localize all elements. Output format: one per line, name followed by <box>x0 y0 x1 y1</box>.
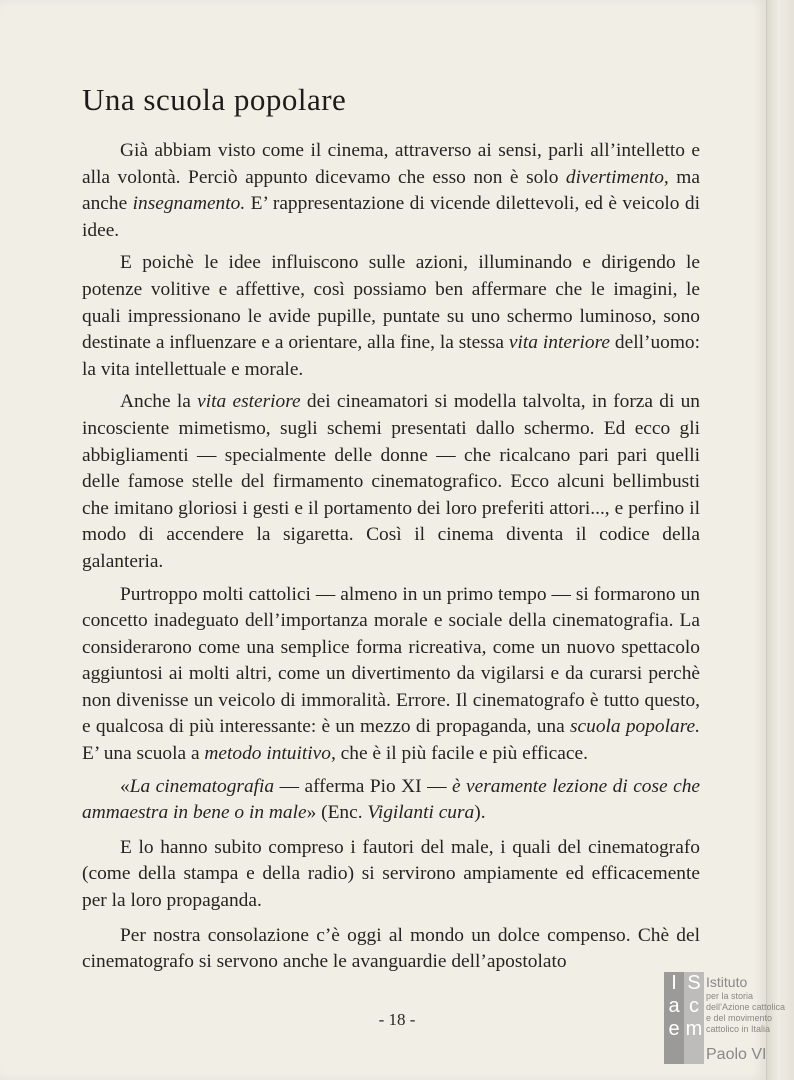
watermark-letter: I <box>664 972 684 995</box>
chapter-title: Una scuola popolare <box>82 82 347 117</box>
italic-text: vita esteriore <box>197 391 301 413</box>
italic-text: divertimento, <box>565 166 669 188</box>
watermark-letter: a <box>664 995 684 1018</box>
watermark-letter: e <box>664 1018 684 1041</box>
text-run: ). <box>474 802 486 824</box>
text-run: dei cineamatori si modella talvolta, in forza di un incosciente mimetismo, sugli schemi presentati dallo schermo. Ed ecco gli abbigliamenti — specialmente delle donne — che ricalcano pari pari quelli delle famose stelle del firmamento cinematografico. Ecco alcuni bellimbusti che imitano gloriosi i gesti e il portamento dei loro preferiti attori..., e perfino il modo di accendere la sigaretta. Così il cinema diventa il codice della galanteria. <box>82 391 700 572</box>
watermark-line: cattolico in Italia <box>706 1024 771 1034</box>
watermark-letter: m <box>685 1018 703 1040</box>
paragraph <box>82 138 700 244</box>
page-edge <box>766 0 794 1080</box>
italic-text: Vigilanti cura <box>367 802 475 824</box>
watermark-letter: S <box>684 972 704 995</box>
watermark-name: Istituto <box>706 974 748 990</box>
text-run: E’ rappresentazione di vicende dilettevoli, ed è veicolo di idee. <box>82 193 700 241</box>
watermark-line: e del movimento <box>706 1013 773 1023</box>
text-run: — afferma Pio XI — <box>274 775 452 797</box>
watermark-line: dell’Azione cattolica <box>706 1002 786 1012</box>
watermark-text <box>706 974 792 1035</box>
text-run: « <box>120 775 130 797</box>
italic-text: è veramente lezione di cose che ammaestra in bene o in male <box>82 775 701 824</box>
watermark-letter <box>664 1041 684 1064</box>
italic-text: La cinematografia <box>129 775 275 797</box>
watermark-author: Paolo VI <box>706 1046 767 1063</box>
text-run: ma anche <box>82 166 700 215</box>
text-run: E lo hanno subito compreso i fautori del male, i quali del cinematografo (come della stampa e della radio) si servirono ampiamente ed efficacemente per la loro propaganda. <box>82 836 700 912</box>
page-number: - 18 - <box>378 1010 416 1029</box>
watermark-letter: c <box>684 995 704 1018</box>
archive-watermark <box>664 972 792 1068</box>
body-text <box>82 138 700 982</box>
paragraph <box>82 582 700 768</box>
paragraph <box>82 835 700 915</box>
italic-text: metodo intuitivo, <box>204 743 336 765</box>
text-run: E’ una scuola a <box>82 743 205 765</box>
text-run: dell’uomo: la vita intellettuale e morale. <box>82 332 701 380</box>
watermark-letters <box>664 972 704 1066</box>
italic-text: insegnamento. <box>132 193 246 215</box>
text-run: Purtroppo molti cattolici — almeno in un primo tempo — si formarono un concetto inadeguato dell’importanza morale e sociale della cinematografia. La considerarono come una semplice forma ricreativa, come un nuovo spettacolo aggiuntosi ai molti altri, come un divertimento da vigilarsi e da curarsi perchè non divenisse un veicolo di immoralità. Errore. Il cinematografo è tutto questo, e qualcosa di più interessante: è un mezzo di propaganda, una <box>82 583 700 738</box>
paragraph <box>82 389 700 575</box>
text-run: che è il più facile e più efficace. <box>335 743 588 765</box>
text-run: Per nostra consolazione c’è oggi al mondo un dolce compenso. Chè del cinematografo si servono anche le avanguardie dell’apostolato <box>82 924 700 973</box>
watermark-letter <box>684 1041 704 1064</box>
text-run: E poichè le idee influiscono sulle azioni, illuminando e dirigendo le potenze volitive e affettive, così possiamo ben affermare che le imagini, le quali impressionano le avide pupille, puntate su uno schermo luminoso, sono destinate a influenzare e a orientare, alla fine, la stessa <box>82 252 700 354</box>
italic-text: vita interiore <box>508 332 611 354</box>
paragraph <box>82 250 700 383</box>
paragraph <box>82 923 700 976</box>
text-run: » (Enc. <box>306 802 368 824</box>
paragraph <box>82 774 700 827</box>
italic-text: scuola popolare. <box>569 716 700 738</box>
text-run: Già abbiam visto come il cinema, attraverso ai sensi, parli all’intelletto e alla volontà. Perciò appunto dicevamo che esso non è solo <box>82 140 700 188</box>
watermark-line: per la storia <box>706 991 754 1001</box>
text-run: Anche la <box>120 391 198 413</box>
